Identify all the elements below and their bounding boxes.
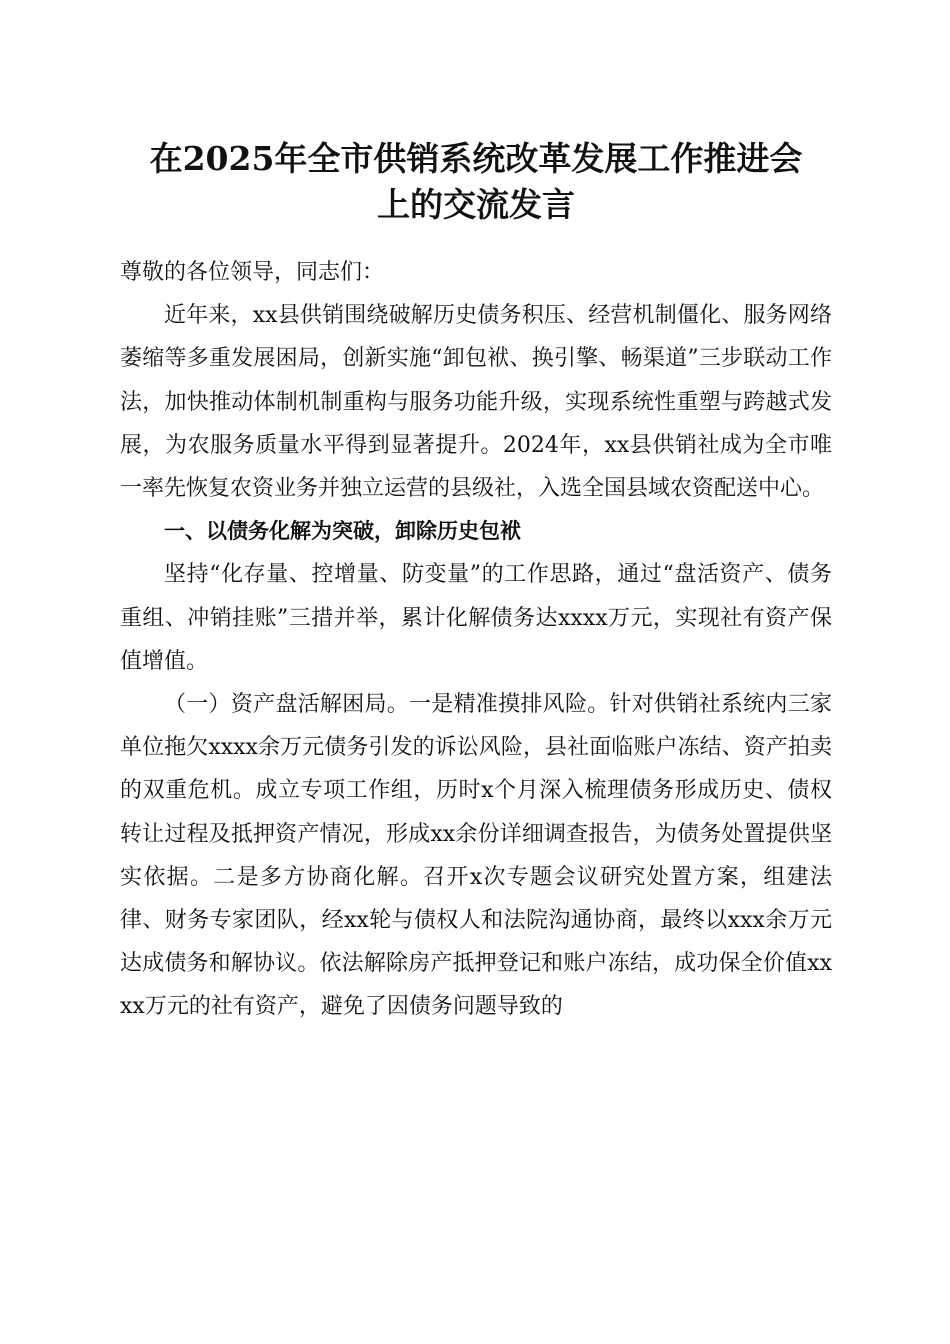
section-1-paragraph: 坚持“化存量、控增量、防变量”的工作思路，通过“盘活资产、债务重组、冲销挂账”三措并举，累计化解债务达xxxx万元，实现社有资产保值增值。 — [120, 562, 832, 674]
intro-paragraph: 近年来，xx县供销围绕破解历史债务积压、经营机制僵化、服务网络萎缩等多重发展困局，创新实施“卸包袱、换引擎、畅渠道”三步联动工作法，加快推动体制机制重构与服务功能升级，实现系统性重塑与跨越式发展，为农服务质量水平得到显著提升。2024年，xx县供销社成为全市唯一率先恢复农资业务并独立运营的县级社，入选全国县域农资配送中心。 — [120, 303, 832, 502]
document-page — [120, 0, 832, 1344]
title-line-1: 在2025年全市供销系统改革发展工作推进会 — [149, 139, 803, 178]
document-title — [120, 136, 832, 228]
document-body — [120, 251, 832, 1029]
title-line-2: 上的交流发言 — [377, 185, 575, 224]
salutation: 尊敬的各位领导，同志们： — [120, 260, 385, 285]
section-1-heading: 一、以债务化解为突破，卸除历史包袱 — [164, 519, 521, 544]
subsection-1-paragraph: （一）资产盘活解困局。一是精准摸排风险。针对供销社系统内三家单位拖欠xxxx余万元债务引发的诉讼风险，县社面临账户冻结、资产拍卖的双重危机。成立专项工作组，历时x个月深入梳理债务形成历史、债权转让过程及抵押资产情况，形成xx余份详细调查报告，为债务处置提供坚实依据。二是多方协商化解。召开x次专题会议研究处置方案，组建法律、财务专家团队，经xx轮与债权人和法院沟通协商，最终以xxx余万元达成债务和解协议。依法解除房产抵押登记和账户冻结，成功保全价值xxxx万元的社有资产，避免了因债务问题导致的 — [120, 692, 832, 1020]
